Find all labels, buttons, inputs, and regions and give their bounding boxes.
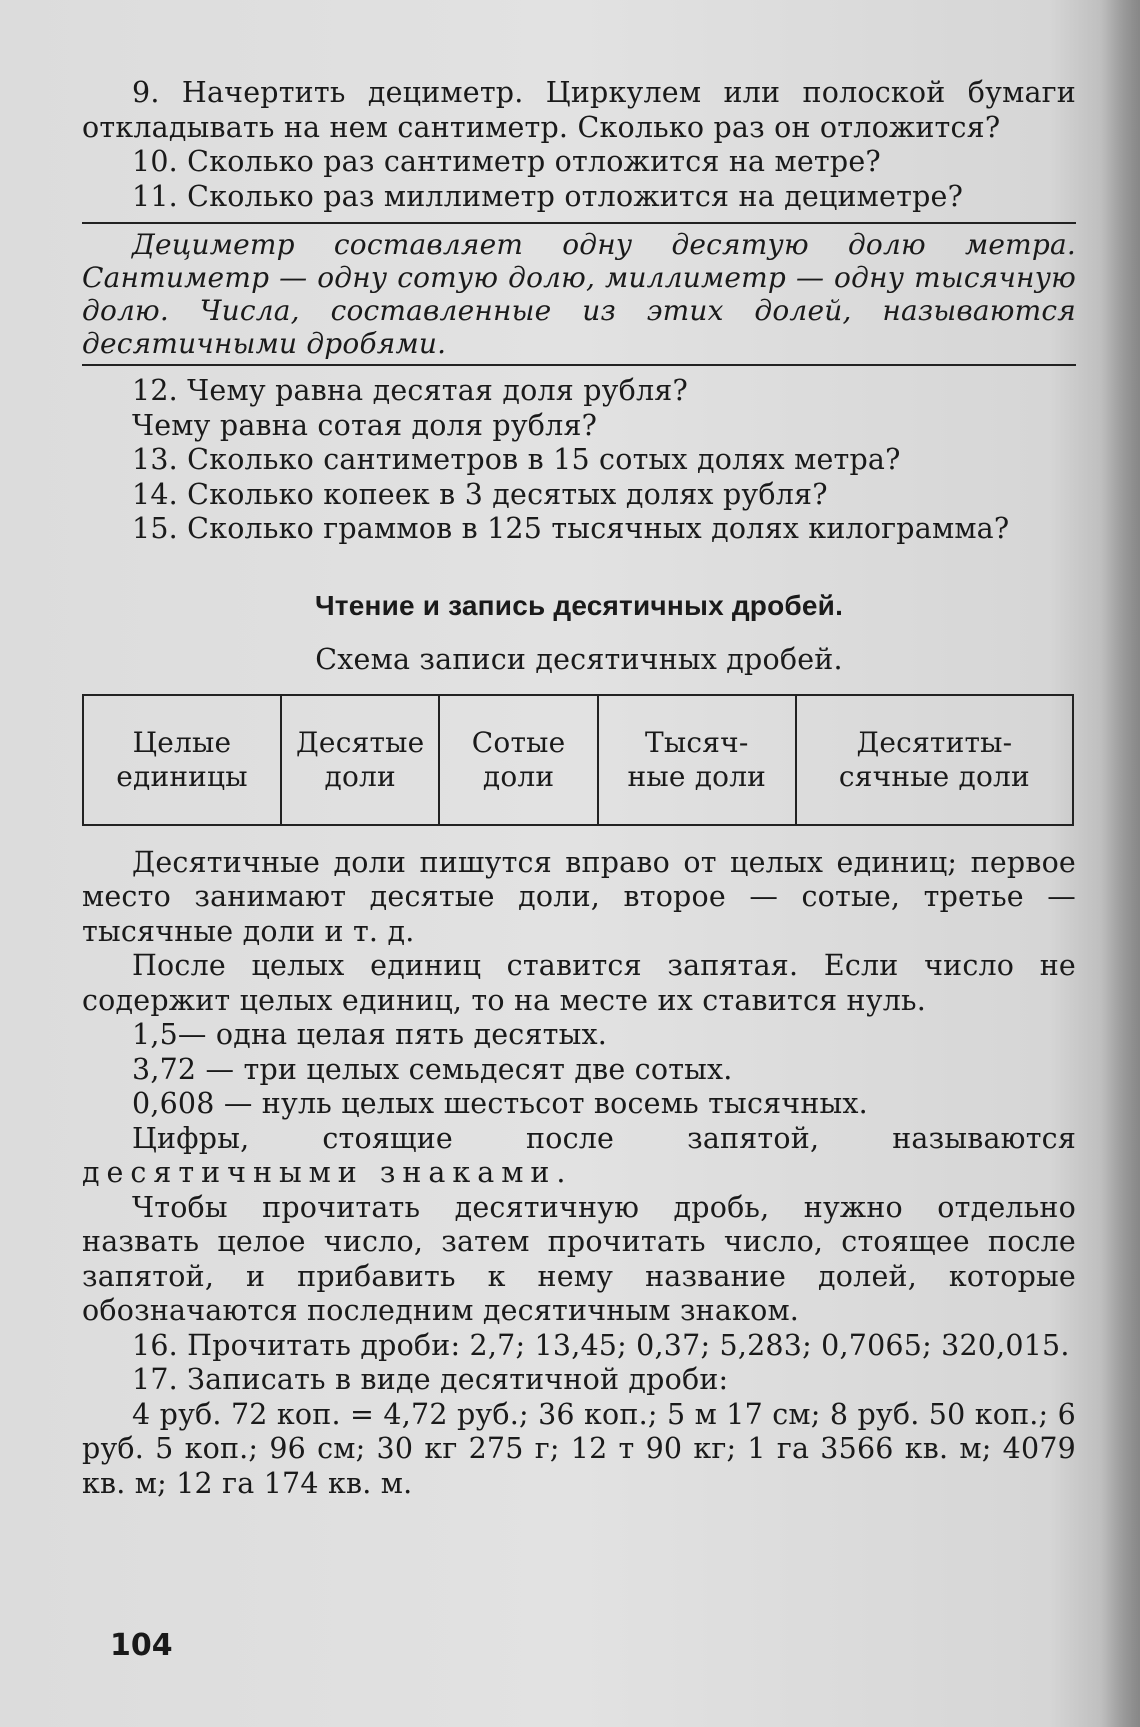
term-decimal-signs: десятичными знаками. xyxy=(82,1156,573,1189)
example-0-608: 0,608 — нуль целых шестьсот восемь тысячных. xyxy=(132,1087,868,1120)
page-content xyxy=(82,76,1076,1501)
page-spine-shadow xyxy=(1100,0,1140,1727)
exercise-12b: Чему равна сотая доля рубля? xyxy=(132,408,598,442)
example-1-5: 1,5— одна целая пять десятых. xyxy=(132,1018,608,1051)
rule-comma: После целых единиц ставится запятая. Если число не содержит целых единиц, то на месте их ставится нуль. xyxy=(82,949,1076,1017)
exercise-12: 12. Чему равна десятая доля рубля? xyxy=(132,374,688,407)
scheme-title: Схема записи десятичных дробей. xyxy=(315,643,843,676)
rule-decimal-signs-text: Цифры, стоящие после запятой, называются xyxy=(132,1121,1076,1155)
rule-decimal-places: Десятичные доли пишутся вправо от целых единиц; первое место занимают десятые доли, второе — сотые, третье — тысячные доли и т. д. xyxy=(82,845,1076,948)
exercise-15: 15. Сколько граммов в 125 тысячных долях килограмма? xyxy=(132,512,1010,545)
example-3-72: 3,72 — три целых семьдесят две сотых. xyxy=(132,1052,733,1086)
exercise-13: 13. Сколько сантиметров в 15 сотых долях метра? xyxy=(132,443,901,476)
exercise-9: 9. Начертить дециметр. Циркулем или полоской бумаги откладывать на нем сантиметр. Сколько раз он отложится? xyxy=(82,76,1076,144)
section-title: Чтение и запись десятичных дробей. xyxy=(314,589,844,621)
rule-reading: Чтобы прочитать десятичную дробь, нужно отдельно назвать целое число, затем прочитать число, стоящее после запятой, и прибавить к нему название долей, которые обозначаются последним десятичным знаком. xyxy=(82,1190,1076,1327)
page-number: 104 xyxy=(110,1628,173,1663)
exercise-17-body: 4 руб. 72 коп. = 4,72 руб.; 36 коп.; 5 м 17 см; 8 руб. 50 коп.; 6 руб. 5 коп.; 96 см; 30 кг 275 г; 12 т 90 кг; 1 га 3566 кв. м; 4079 кв. м; 12 га 174 кв. м. xyxy=(82,1397,1076,1500)
exercise-17-title: 17. Записать в виде десятичной дроби: xyxy=(132,1363,729,1396)
scheme-col-tenths: Десятые доли xyxy=(281,695,439,825)
scheme-col-units: Целые единицы xyxy=(83,695,281,825)
exercise-10: 10. Сколько раз сантиметр отложится на метре? xyxy=(132,145,881,178)
scheme-col-hundredths: Сотые доли xyxy=(439,695,597,825)
exercise-14: 14. Сколько копеек в 3 десятых долях рубля? xyxy=(132,477,828,511)
rule-decimal-signs xyxy=(82,1122,1076,1191)
definition-box: Дециметр составляет одну десятую долю метра. Сантиметр — одну сотую долю, миллиметр — одну тысячную долю. Числа, составленные из этих долей, называются десятичными дробями. xyxy=(82,228,1076,360)
decimal-scheme-table xyxy=(82,694,1074,826)
scheme-col-ten-thousandths: Десятиты- сячные доли xyxy=(796,695,1073,825)
exercise-16: 16. Прочитать дроби: 2,7; 13,45; 0,37; 5,283; 0,7065; 320,015. xyxy=(132,1328,1070,1362)
exercise-11: 11. Сколько раз миллиметр отложится на дециметре? xyxy=(132,179,964,213)
scheme-col-thousandths: Тысяч- ные доли xyxy=(598,695,796,825)
